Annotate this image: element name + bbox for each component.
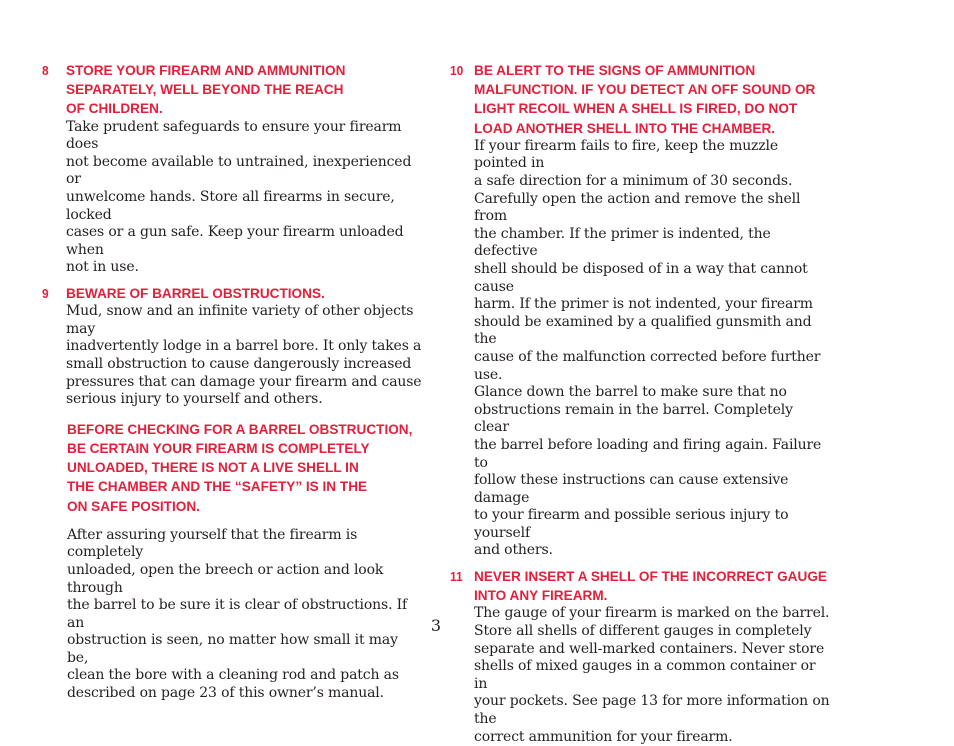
item-body-text: Mud, snow and an infinite variety of other objects may inadvertently lodge in a barrel bore. It only takes a small obstruction to cause dangerously increased pressures that can damage your firearm and cause serious injury to yourself and others.: [66, 303, 422, 408]
item-heading: BE ALERT TO THE SIGNS OF AMMUNITION MALFUNCTION. IF YOU DETECT AN OFF SOUND OR LIGHT RECOIL WHEN A SHELL IS FIRED, DO NOT LOAD ANOTHER SHELL INTO THE CHAMBER.: [474, 63, 816, 136]
barrel-warning: BEFORE CHECKING FOR A BARREL OBSTRUCTION, BE CERTAIN YOUR FIREARM IS COMPLETELY UNLOADED, THERE IS NOT A LIVE SHELL IN THE CHAMBER AND THE “SAFETY” IS IN THE ON SAFE POSITION.: [67, 421, 413, 514]
item-10: [450, 61, 830, 560]
item-body-text: The gauge of your firearm is marked on the barrel. Store all shells of different gauges in completely separate and well-marked containers. Never store shells of mixed gauges in a common container or in your pockets. See page 13 for more information on the correct ammunition for your firearm.: [474, 605, 830, 745]
item-9: [42, 284, 422, 409]
item-heading: STORE YOUR FIREARM AND AMMUNITION SEPARATELY, WELL BEYOND THE REACH OF CHILDREN.: [66, 63, 346, 117]
item-number: 8: [42, 63, 49, 78]
item-content: [66, 61, 422, 277]
item-content: [474, 567, 830, 746]
item-number: 10: [450, 63, 464, 78]
item-body-text: Take prudent safeguards to ensure your firearm does not become available to untrained, inexperienced or unwelcome hands. Store all firearms in secure, locked cases or a gun safe. Keep your firearm unloaded when not in use.: [66, 118, 412, 276]
page-number: 3: [430, 616, 442, 635]
left-column: [42, 61, 422, 703]
item-content: [66, 284, 422, 409]
item-content: [474, 61, 830, 560]
item-number: 11: [450, 569, 463, 585]
item-heading: NEVER INSERT A SHELL OF THE INCORRECT GAUGE INTO ANY FIREARM.: [474, 569, 827, 604]
right-column: [450, 61, 830, 746]
item-11: [450, 567, 830, 746]
item-8: [42, 61, 422, 277]
after-warning-text: After assuring yourself that the firearm is completely unloaded, open the breech or action and look through the barrel to be sure it is clear of obstructions. If an obstruction is seen, no matter how small it may be, clean the bore with a cleaning rod and patch as described on page 23 of this owner’s manual.: [67, 526, 408, 702]
item-number: 9: [42, 285, 49, 301]
item-body-text: If your firearm fails to fire, keep the muzzle pointed in a safe direction for a minimum of 30 seconds. Carefully open the action and remove the shell from the chamber. If the primer is indented, the defective shell should be disposed of in a way that cannot cause harm. If the primer is not indented, your firearm should be examined by a qualified gunsmith and the cause of the malfunction corrected before further use. Glance down the barrel to make sure that no obstructions remain in the barrel. Completely clear the barrel before loading and firing again. Failure to follow these instructions can cause extensive damage to your firearm and possible serious injury to yourself and others.: [474, 137, 822, 559]
item-heading: BEWARE OF BARREL OBSTRUCTIONS.: [66, 285, 325, 301]
